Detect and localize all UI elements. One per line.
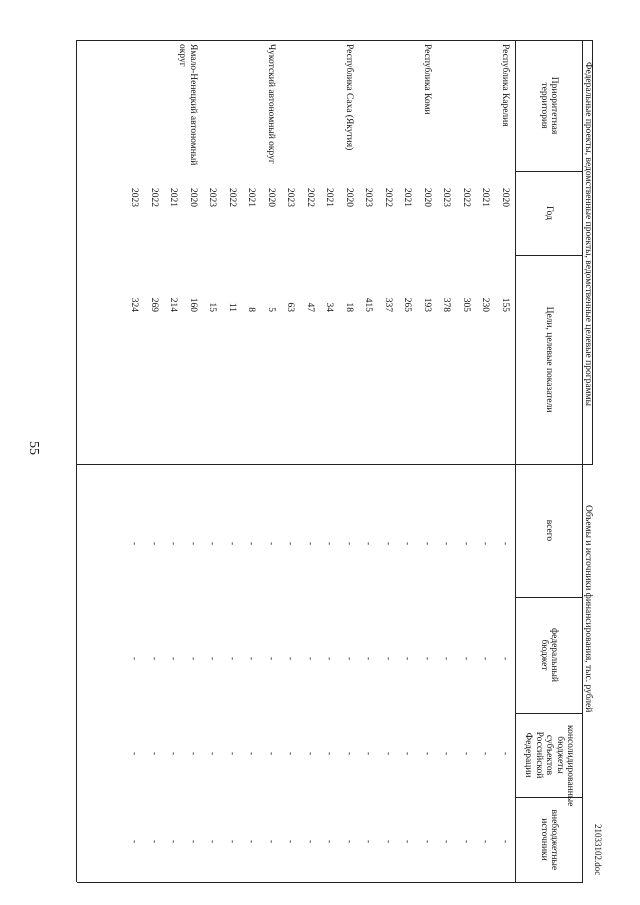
year-cell: 2022 [227, 188, 237, 207]
cell-federal: - [149, 657, 159, 661]
cell-total: - [402, 542, 413, 546]
indicator-value: 337 [383, 297, 393, 312]
region-name: Республика Саха (Якутия) [344, 44, 354, 151]
cell-total: - [344, 542, 354, 546]
indicator-value: 214 [168, 297, 179, 312]
cell-federal: - [227, 657, 237, 661]
year-cell: 2020 [500, 188, 510, 207]
cell-federal: - [305, 657, 315, 661]
cell-total: - [422, 542, 432, 546]
cell-offbudget: - [246, 840, 257, 844]
cell-regional: - [168, 752, 179, 756]
year-cell: 2023 [441, 188, 452, 207]
indicator-value: 160 [188, 297, 198, 312]
col-header-territory-text: Приоритетная территория [539, 76, 560, 135]
cell-total: - [168, 542, 179, 546]
cell-total: - [461, 542, 471, 546]
year-cell: 2021 [246, 188, 257, 207]
cell-total: - [129, 542, 140, 546]
col-header-offbudget-text: внебюджетные источники [539, 809, 560, 871]
cell-offbudget: - [383, 840, 393, 844]
year-cell: 2022 [149, 188, 159, 207]
cell-offbudget: - [500, 840, 510, 844]
rule-col-1 [77, 40, 583, 41]
cell-total: - [363, 542, 374, 546]
year-cell: 2020 [422, 188, 432, 207]
cell-total: - [480, 542, 491, 546]
cell-total: - [227, 542, 237, 546]
cell-federal: - [461, 657, 471, 661]
year-cell: 2022 [305, 188, 315, 207]
cell-regional: - [402, 752, 413, 756]
indicator-value: 193 [422, 297, 432, 312]
indicator-value: 34 [324, 302, 335, 312]
cell-federal: - [422, 657, 432, 661]
cell-total: - [441, 542, 452, 546]
cell-regional: - [480, 752, 491, 756]
cell-offbudget: - [480, 840, 491, 844]
cell-federal: - [402, 657, 413, 661]
year-cell: 2022 [383, 188, 393, 207]
year-cell: 2023 [207, 188, 218, 207]
cell-regional: - [285, 752, 296, 756]
group-header-financing: Объемы и источники финансирования, тыс. рублей [583, 505, 593, 713]
year-cell: 2023 [129, 188, 140, 207]
region-name: Республика Карелия [500, 44, 510, 127]
cell-offbudget: - [305, 840, 315, 844]
year-cell: 2022 [461, 188, 471, 207]
indicator-value: 47 [305, 302, 315, 312]
cell-offbudget: - [188, 840, 198, 844]
indicator-value: 11 [227, 302, 237, 312]
col-header-total [516, 464, 582, 597]
document-code: 21033102.doc [593, 824, 603, 876]
col-header-goals-text: Цели, целевые показатели [544, 306, 555, 413]
cell-federal: - [383, 657, 393, 661]
indicator-value: 18 [344, 302, 354, 312]
cell-offbudget: - [129, 840, 140, 844]
cell-regional: - [227, 752, 237, 756]
rule-col-8 [77, 882, 583, 883]
cell-regional: - [266, 752, 276, 756]
cell-total: - [188, 542, 198, 546]
col-header-federal-text: федеральный бюджет [539, 628, 560, 682]
col-header-regional-text: консолидированные бюджеты субъектов Российской Федерации [523, 725, 576, 807]
region-name: Республика Коми [422, 44, 432, 115]
col-header-territory [516, 40, 582, 171]
col-header-offbudget [516, 797, 582, 882]
cell-total: - [149, 542, 159, 546]
indicator-value: 269 [149, 297, 159, 312]
cell-federal: - [344, 657, 354, 661]
year-cell: 2021 [168, 188, 179, 207]
indicator-value: 324 [129, 297, 140, 312]
rule-group-divider [582, 464, 593, 465]
year-cell: 2021 [324, 188, 335, 207]
rule-bottom [76, 40, 77, 882]
cell-regional: - [149, 752, 159, 756]
cell-offbudget: - [285, 840, 296, 844]
cell-regional: - [441, 752, 452, 756]
cell-total: - [324, 542, 335, 546]
col-header-total-text: всего [544, 519, 555, 542]
cell-total: - [383, 542, 393, 546]
cell-regional: - [344, 752, 354, 756]
cell-federal: - [246, 657, 257, 661]
col-header-year [516, 171, 582, 255]
cell-regional: - [500, 752, 510, 756]
indicator-value: 305 [461, 297, 471, 312]
cell-federal: - [188, 657, 198, 661]
cell-regional: - [422, 752, 432, 756]
cell-offbudget: - [149, 840, 159, 844]
cell-offbudget: - [324, 840, 335, 844]
cell-federal: - [285, 657, 296, 661]
cell-total: - [500, 542, 510, 546]
cell-total: - [305, 542, 315, 546]
col-header-regional [516, 713, 582, 807]
indicator-value: 230 [480, 297, 491, 312]
year-cell: 2023 [363, 188, 374, 207]
indicator-value: 155 [500, 297, 510, 312]
indicator-value: 415 [363, 297, 374, 312]
region-name: Ямало-Ненецкий автономный округ [177, 44, 198, 166]
cell-federal: - [129, 657, 140, 661]
col-header-goals [516, 255, 582, 464]
cell-federal: - [266, 657, 276, 661]
cell-offbudget: - [461, 840, 471, 844]
cell-offbudget: - [422, 840, 432, 844]
cell-total: - [246, 542, 257, 546]
indicator-value: 265 [402, 297, 413, 312]
cell-regional: - [305, 752, 315, 756]
cell-regional: - [324, 752, 335, 756]
cell-federal: - [500, 657, 510, 661]
cell-total: - [207, 542, 218, 546]
cell-regional: - [188, 752, 198, 756]
cell-regional: - [129, 752, 140, 756]
group-header-projects: Федеральные проекты, ведомственные проекты, ведомственные целевые программы [583, 62, 593, 406]
cell-offbudget: - [227, 840, 237, 844]
cell-regional: - [363, 752, 374, 756]
year-cell: 2020 [266, 188, 276, 207]
cell-federal: - [363, 657, 374, 661]
year-cell: 2021 [480, 188, 491, 207]
cell-regional: - [383, 752, 393, 756]
cell-offbudget: - [266, 840, 276, 844]
year-cell: 2020 [344, 188, 354, 207]
indicator-value: 5 [266, 307, 276, 312]
rule-col-4 [77, 464, 583, 465]
rule-col-1-top [583, 40, 593, 41]
cell-regional: - [246, 752, 257, 756]
year-cell: 2021 [402, 188, 413, 207]
cell-federal: - [480, 657, 491, 661]
rotated-table [56, 40, 592, 882]
page-number: 55 [26, 441, 41, 455]
year-cell: 2020 [188, 188, 198, 207]
region-name: Чукотский автономный округ [266, 44, 276, 164]
cell-offbudget: - [168, 840, 179, 844]
indicator-value: 8 [246, 307, 257, 312]
year-cell: 2023 [285, 188, 296, 207]
cell-offbudget: - [207, 840, 218, 844]
indicator-value: 15 [207, 302, 218, 312]
cell-regional: - [461, 752, 471, 756]
indicator-value: 378 [441, 297, 452, 312]
cell-federal: - [207, 657, 218, 661]
cell-offbudget: - [363, 840, 374, 844]
cell-total: - [266, 542, 276, 546]
cell-federal: - [324, 657, 335, 661]
cell-federal: - [441, 657, 452, 661]
cell-offbudget: - [441, 840, 452, 844]
cell-total: - [285, 542, 296, 546]
col-header-year-text: Год [544, 206, 555, 220]
cell-federal: - [168, 657, 179, 661]
col-header-federal [516, 597, 582, 713]
cell-regional: - [207, 752, 218, 756]
cell-offbudget: - [402, 840, 413, 844]
cell-offbudget: - [344, 840, 354, 844]
indicator-value: 63 [285, 302, 296, 312]
